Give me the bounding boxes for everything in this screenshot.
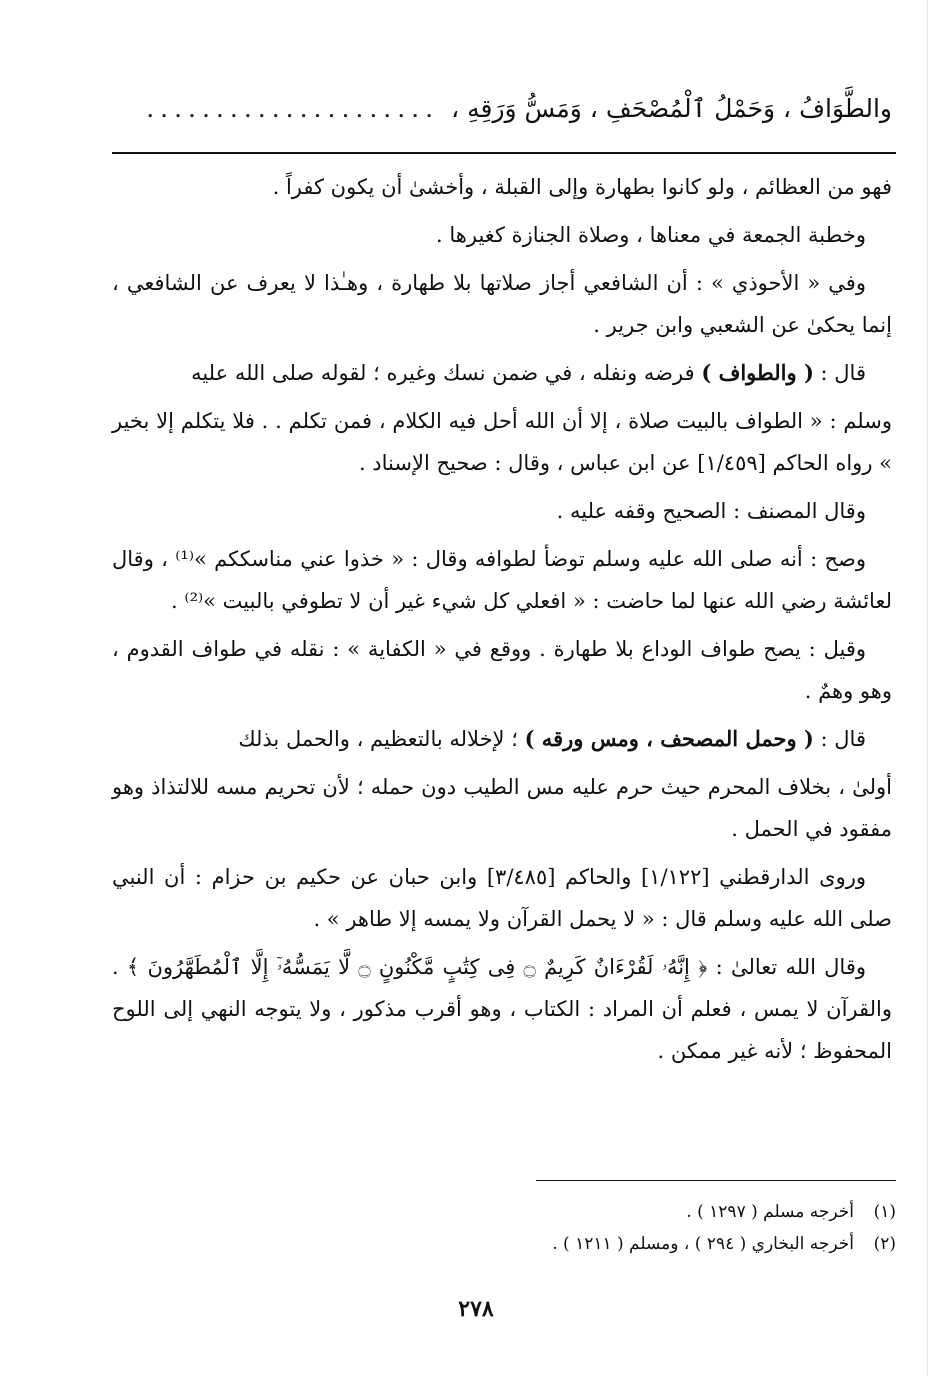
paragraph: وسلم : « الطواف بالبيت صلاة ، إلا أن الله أحل فيه الكلام ، فمن تكلم . . فلا يتكلم إلا بخير » رواه الحاكم [١/٤٥٩] عن ابن عباس ، وقال : صحيح الإسناد . <box>112 409 892 475</box>
paragraph-rest: فرضه ونفله ، في ضمن نسك وغيره ؛ لقوله صلى الله عليه <box>191 361 702 385</box>
paragraph-tawaf <box>112 352 892 394</box>
footnote-item <box>196 1228 896 1260</box>
paragraph: وروى الدارقطني [١/١٢٢] والحاكم [٣/٤٨٥] وابن حبان عن حكيم بن حزام : أن النبي صلى الله عليه وسلم قال : « لا يحمل القرآن ولا يمسه إلا طاهر » . <box>112 865 892 931</box>
running-header-title: والطَّوَافُ ، وَحَمْلُ ٱلْمُصْحَفِ ، وَمَسُّ وَرَقِهِ ، <box>451 93 892 123</box>
paragraph: وخطبة الجمعة في معناها ، وصلاة الجنازة كغيرها . <box>436 223 866 247</box>
footnote-text: أخرجه مسلم ( ١٢٩٧ ) . <box>686 1202 854 1222</box>
paragraph-rest: ؛ لإخلاله بالتعظيم ، والحمل بذلك <box>238 727 525 751</box>
footnote-item <box>196 1196 896 1228</box>
footnote-divider <box>536 1180 896 1181</box>
running-header <box>112 78 892 138</box>
paragraph: أولىٰ ، بخلاف المحرم حيث حرم عليه مس الطيب دون حمله ؛ لأن تحريم مسه للالتذاذ وهو مفقود في الحمل . <box>112 775 892 841</box>
running-header-dots: ..................... <box>146 93 440 123</box>
footnotes <box>196 1196 896 1260</box>
matn-quote: ( وحمل المصحف ، ومس ورقه ) <box>524 726 814 751</box>
footnote-number: (١) <box>873 1202 896 1222</box>
paragraph-mushaf <box>112 718 892 760</box>
paragraph: وقال المصنف : الصحيح وقفه عليه . <box>556 499 866 523</box>
page-number: ٢٧٨ <box>458 1296 494 1322</box>
paragraph: وصح : أنه صلى الله عليه وسلم توضأ لطوافه وقال : « خذوا عني مناسككم »⁽¹⁾ ، وقال لعائشة رضي الله عنها لما حاضت : « افعلي كل شيء غير أن لا تطوفي بالبيت »⁽²⁾ . <box>112 547 892 613</box>
paragraph: وقيل : يصح طواف الوداع بلا طهارة . ووقع في « الكفاية » : نقله في طواف القدوم ، وهو وهمٌ . <box>112 637 892 703</box>
paragraph: وفي « الأحوذي » : أن الشافعي أجاز صلاتها بلا طهارة ، وهـٰذا لا يعرف عن الشافعي ، إنما يحكىٰ عن الشعبي وابن جرير . <box>112 271 892 337</box>
footnote-text: أخرجه البخاري ( ٢٩٤ ) ، ومسلم ( ١٢١١ ) . <box>552 1234 854 1254</box>
paragraph-lead: قال : <box>813 361 866 385</box>
main-text <box>112 166 892 1078</box>
paragraph-lead: قال : <box>813 727 866 751</box>
paragraph-quran-verse: وقال الله تعالىٰ : ﴿ إِنَّهُۥ لَقُرْءَانٌ كَرِيمٌ ۝ فِى كِتَٰبٍ مَّكْنُونٍ ۝ لَّا يَمَسُّهُۥٓ إِلَّا ٱلْمُطَهَّرُونَ ﴾ . والقرآن لا يمس ، فعلم أن المراد : الكتاب ، وهو أقرب مذكور ، ولا يتوجه النهي إلى اللوح المحفوظ ؛ لأنه غير ممكن . <box>112 955 892 1063</box>
matn-quote: ( والطواف ) <box>701 360 814 385</box>
page-edge <box>927 0 928 1376</box>
header-divider <box>112 152 896 154</box>
paragraph: فهو من العظائم ، ولو كانوا بطهارة وإلى القبلة ، وأخشىٰ أن يكون كفراً . <box>272 175 892 199</box>
footnote-number: (٢) <box>873 1234 896 1254</box>
